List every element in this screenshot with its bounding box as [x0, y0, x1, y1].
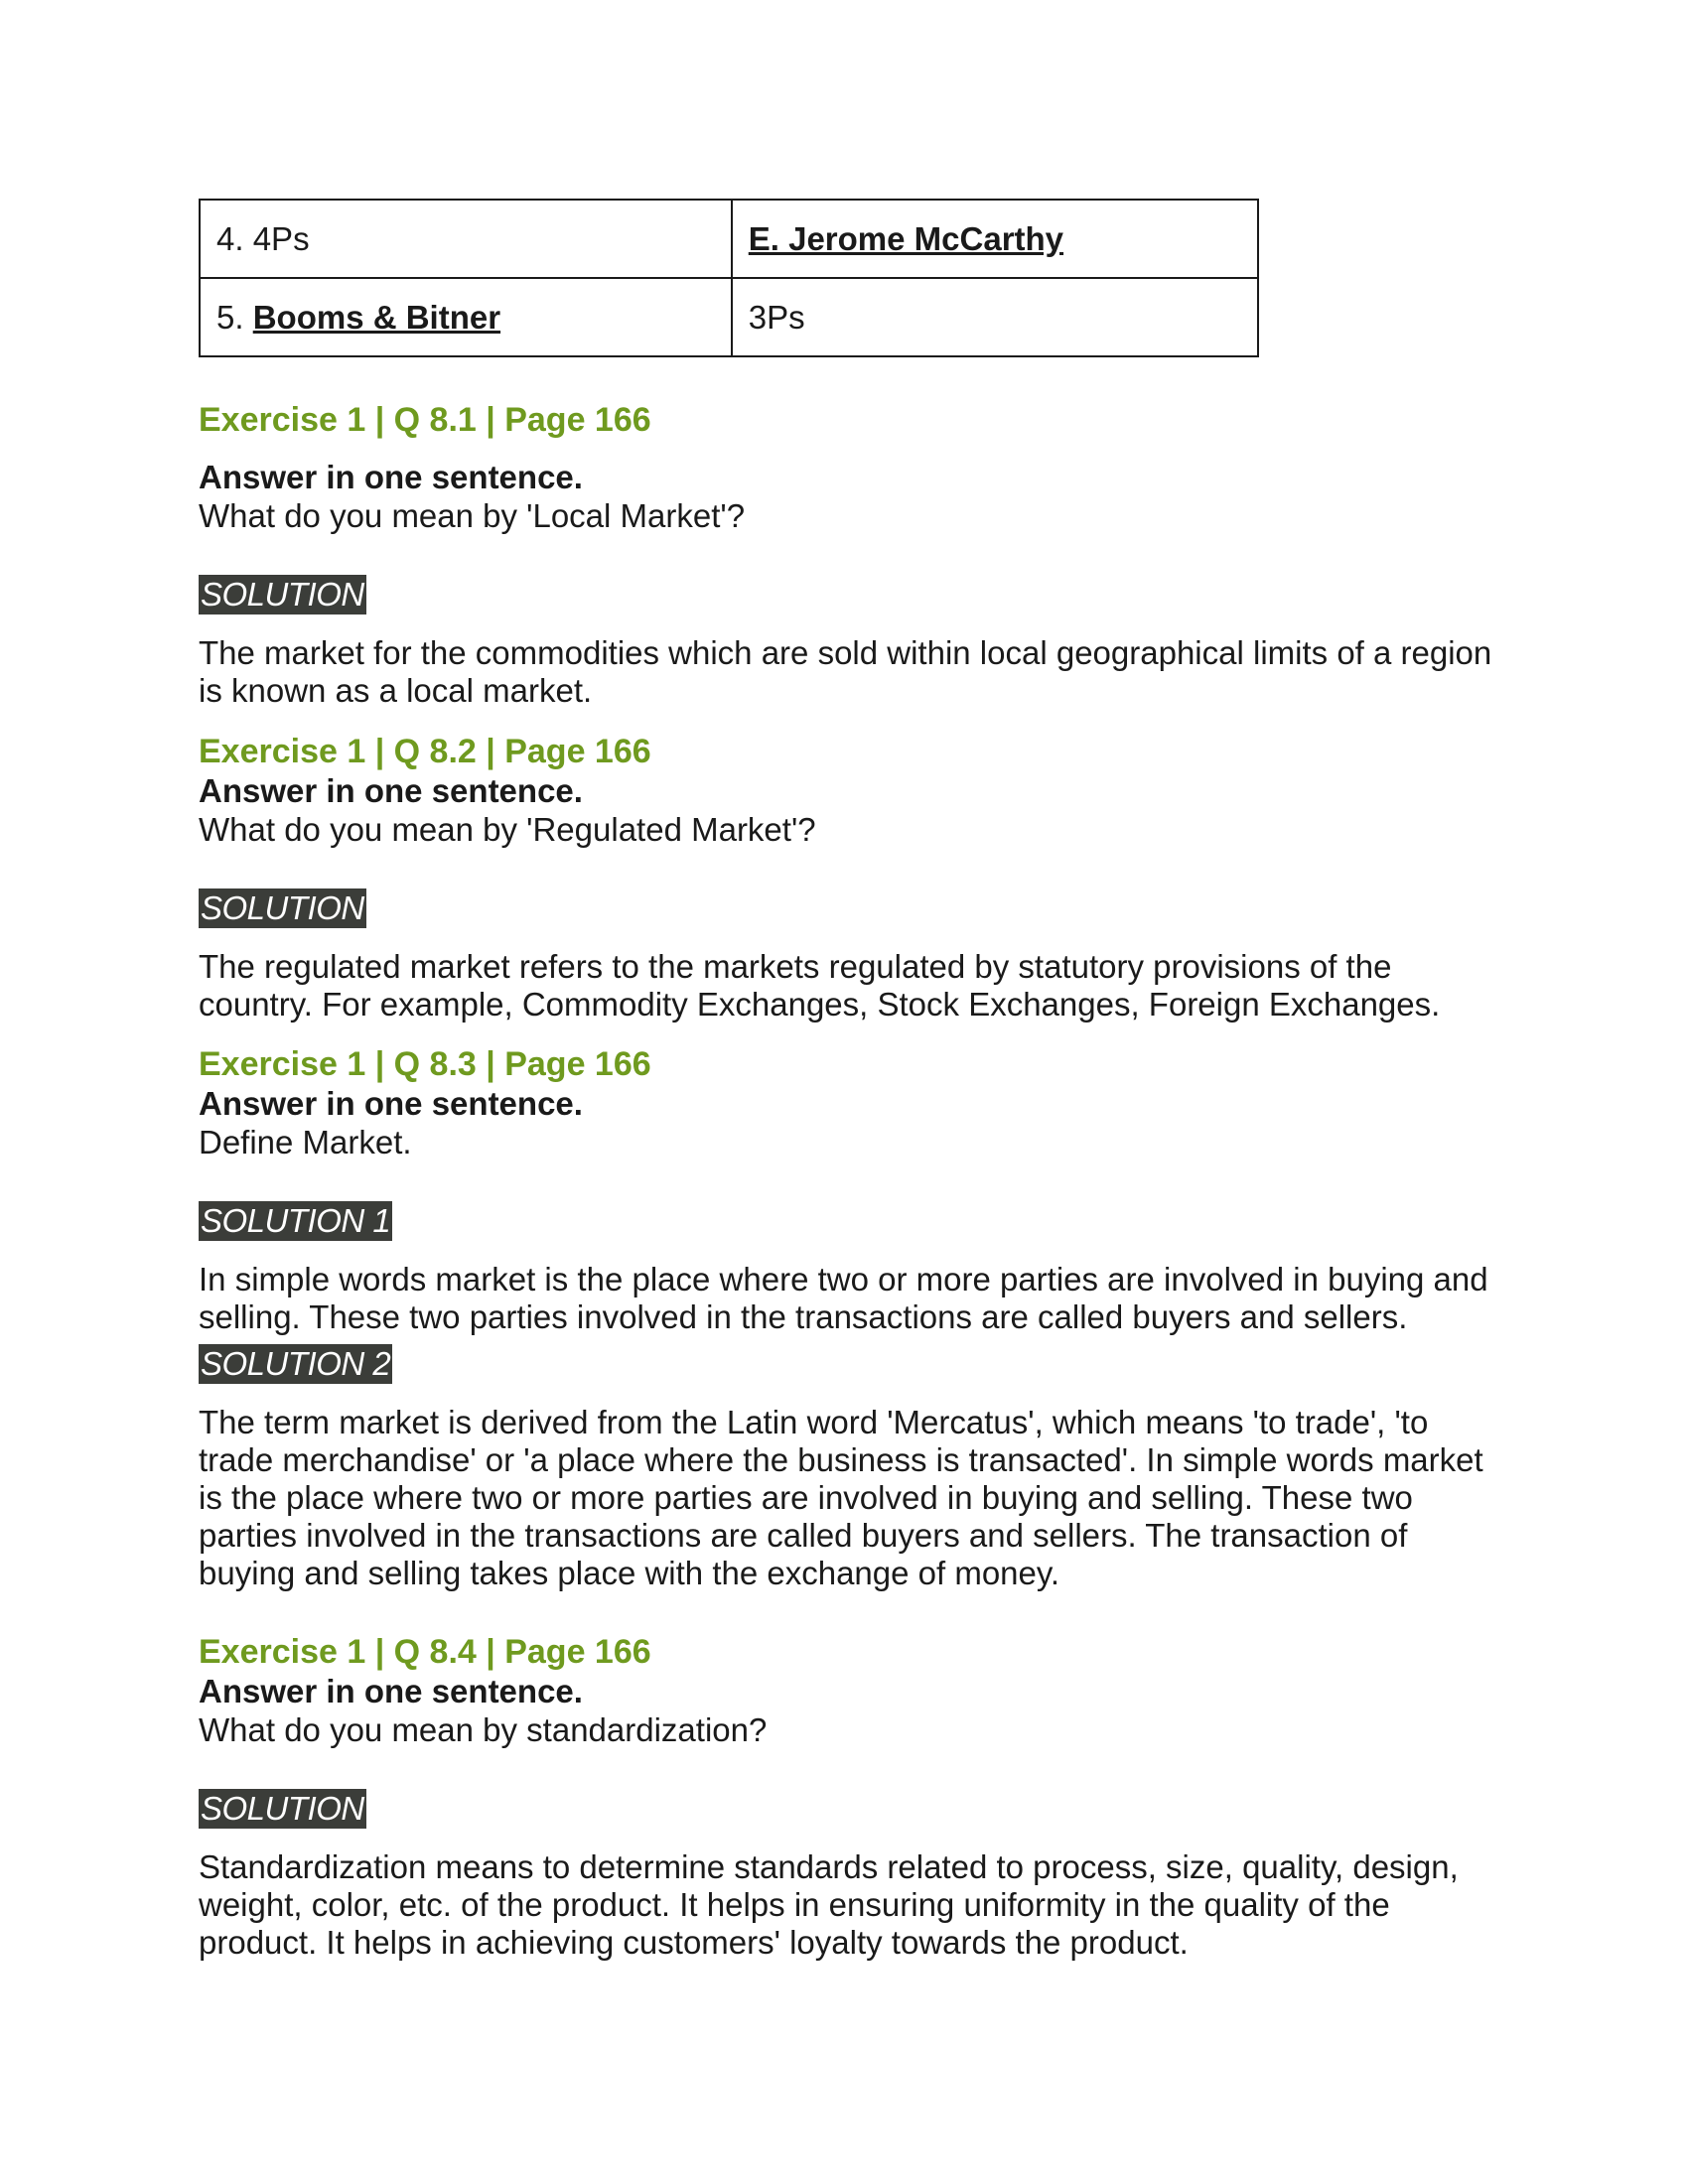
solution-text: Standardization means to determine standards related to process, size, quality, design, weight, color, etc. of the product. It helps in ensuring uniformity in the quality of the product. It helps in achieving customers' loyalty towards the product.: [199, 1848, 1459, 1961]
exercise-heading: Exercise 1 | Q 8.1 | Page 166: [199, 401, 651, 439]
instruction-text: Answer in one sentence.: [199, 772, 583, 809]
instruction-text: Answer in one sentence.: [199, 1673, 583, 1709]
match-table: [199, 199, 1259, 357]
exercise-section: [199, 1632, 1499, 1962]
table-row: [200, 200, 1258, 278]
document-page: [199, 199, 1499, 1961]
solution-text: The term market is derived from the Latin word 'Mercatus', which means 'to trade', 'to trade merchandise' or 'a place where the business is transacted'. In simple words market is the place where two or more parties are involved in buying and selling. These two parties involved in the transactions are called buyers and sellers. The transaction of buying and selling takes place with the exchange of money.: [199, 1404, 1483, 1591]
table-cell: [200, 200, 732, 278]
table-cell: [200, 278, 732, 356]
solution-text: The market for the commodities which are sold within local geographical limits of a region is known as a local market.: [199, 634, 1492, 709]
table-cell: [732, 200, 1258, 278]
exercise-section: [199, 732, 1499, 1024]
row-number: 5.: [216, 298, 244, 336]
exercise-heading: Exercise 1 | Q 8.2 | Page 166: [199, 733, 651, 770]
solution-text: In simple words market is the place where two or more parties are involved in buying and selling. These two parties involved in the transactions are called buyers and sellers.: [199, 1261, 1488, 1335]
question-text: What do you mean by standardization?: [199, 1711, 768, 1748]
row-number: 4.: [216, 219, 244, 257]
cell-text: Booms & Bitner: [252, 298, 501, 336]
question-text: Define Market.: [199, 1124, 412, 1160]
solution-label: SOLUTION: [201, 1790, 364, 1827]
solution-label: SOLUTION 1: [201, 1202, 391, 1239]
solution-label: SOLUTION 2: [201, 1345, 391, 1382]
exercise-section: [199, 400, 1499, 710]
exercise-section: [199, 1044, 1499, 1592]
solution-label: SOLUTION: [201, 889, 364, 926]
cell-text: 4Ps: [252, 219, 310, 257]
table-cell: [732, 278, 1258, 356]
instruction-text: Answer in one sentence.: [199, 1085, 583, 1122]
solution-label: SOLUTION: [201, 576, 364, 613]
solution-text: The regulated market refers to the markets regulated by statutory provisions of the country. For example, Commodity Exchanges, Stock Exchanges, Foreign Exchanges.: [199, 948, 1441, 1023]
question-text: What do you mean by 'Regulated Market'?: [199, 811, 816, 848]
question-text: What do you mean by 'Local Market'?: [199, 497, 746, 534]
cell-text: 3Ps: [748, 298, 805, 336]
exercise-heading: Exercise 1 | Q 8.3 | Page 166: [199, 1045, 651, 1083]
table-row: [200, 278, 1258, 356]
exercise-heading: Exercise 1 | Q 8.4 | Page 166: [199, 1633, 651, 1671]
instruction-text: Answer in one sentence.: [199, 459, 583, 495]
cell-text: E. Jerome McCarthy: [748, 219, 1064, 257]
